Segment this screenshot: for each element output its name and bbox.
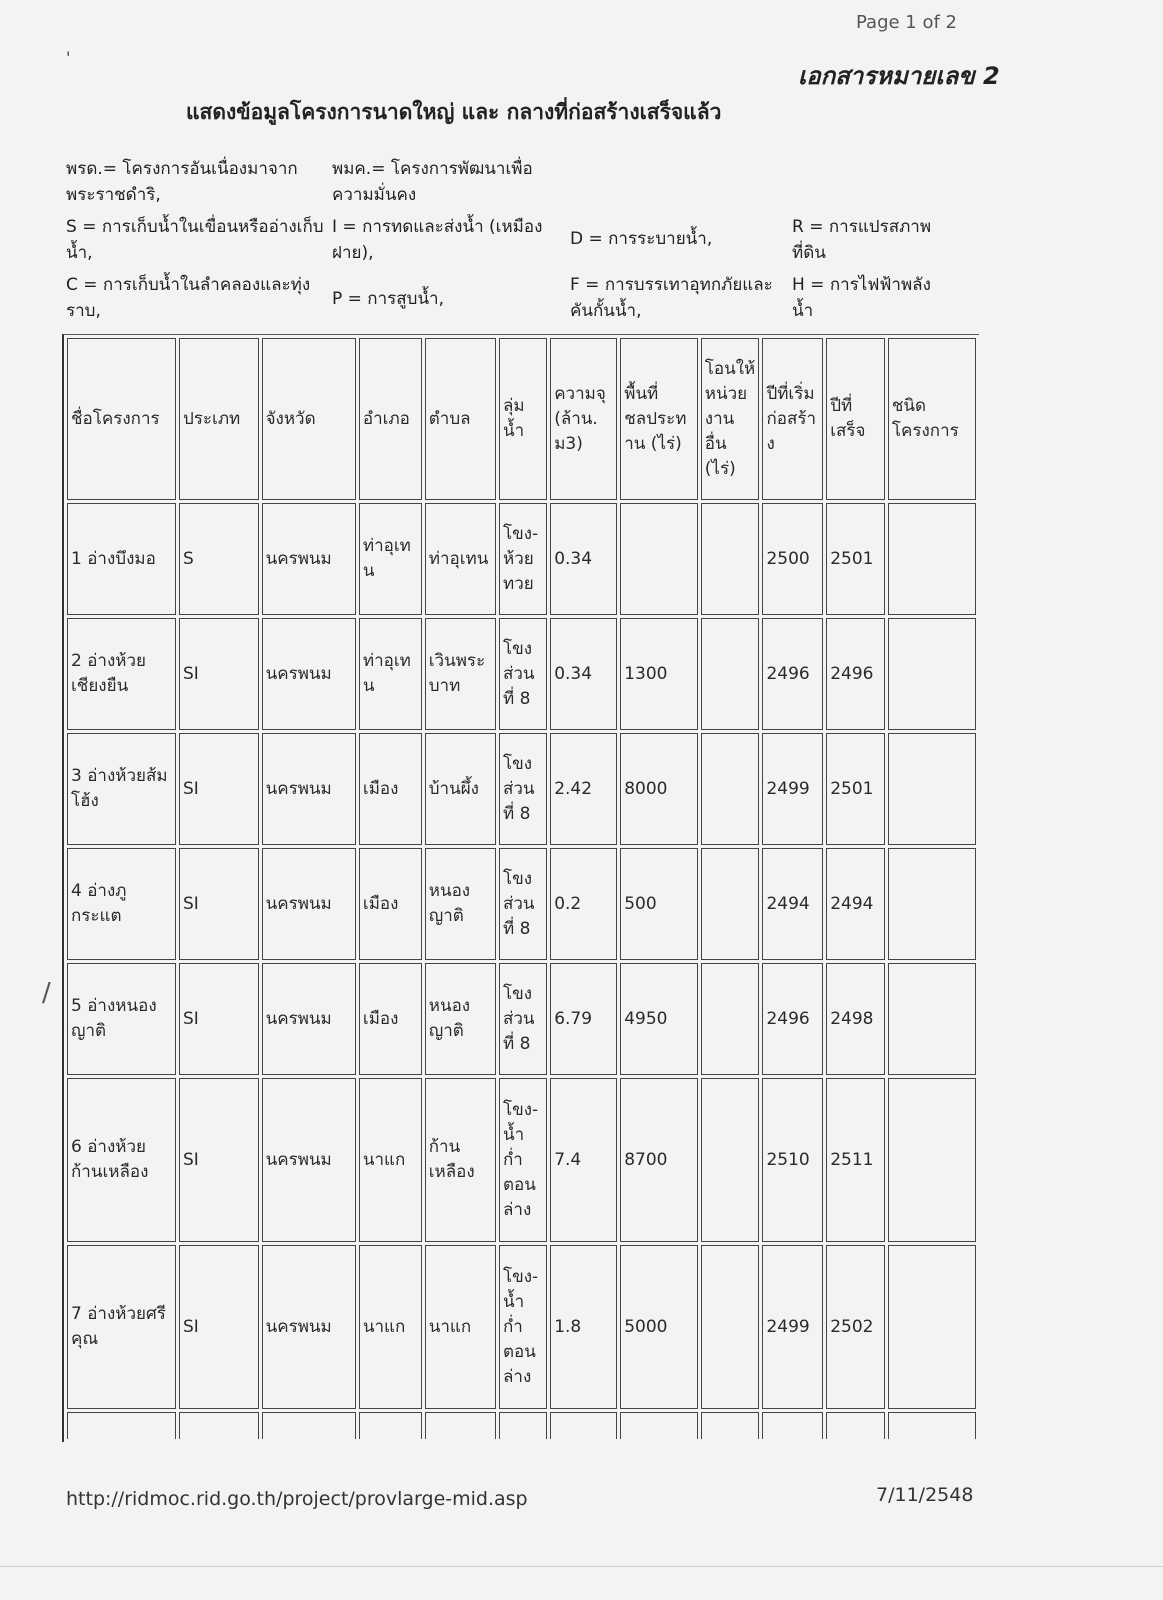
cell-transfer: [701, 1245, 760, 1409]
cell-start-year: 2500: [762, 503, 823, 615]
cell-start-year: 2496: [762, 963, 823, 1075]
cell-basin: โขงส่วนที่ 8: [499, 618, 547, 730]
cell-start-year: 2510: [762, 1078, 823, 1242]
cell-name: 7 อ่างห้วยศรีคุณ: [67, 1245, 176, 1409]
cell-district: ท่าอุเทน: [359, 618, 422, 730]
cell-capacity: 0.2: [550, 848, 617, 960]
cell-finish-year: 2501: [826, 733, 885, 845]
legend-pmk: พมค.= โครงการพัฒนาเพื่อความมั่นคง: [332, 159, 533, 205]
table-row: [67, 618, 976, 730]
cell-project-kind: [888, 503, 976, 615]
cell-name: 5 อ่างหนองญาติ: [67, 963, 176, 1075]
cell-capacity: 7.4: [550, 1078, 617, 1242]
project-table: [62, 334, 979, 1442]
cell-name: 1 อ่างบึงมอ: [67, 503, 176, 615]
margin-mark: /: [42, 978, 51, 1008]
header-type: ประเภท: [179, 338, 259, 500]
header-district: อำเภอ: [359, 338, 422, 500]
cut-cell: [888, 1412, 976, 1439]
legend-i: I = การทดและส่งน้ำ (เหมืองฝาย),: [332, 217, 543, 263]
cell-project-kind: [888, 963, 976, 1075]
cell-type: SI: [179, 848, 259, 960]
header-capacity: ความจุ (ล้าน. ม3): [550, 338, 617, 500]
header-start-year: ปีที่เริ่มก่อสร้าง: [762, 338, 823, 500]
table-row: [67, 1078, 976, 1242]
cell-irrigated: 4950: [620, 963, 698, 1075]
cell-finish-year: 2501: [826, 503, 885, 615]
cell-irrigated: 500: [620, 848, 698, 960]
cell-project-kind: [888, 1078, 976, 1242]
cell-type: SI: [179, 1078, 259, 1242]
cell-subdistrict: นาแก: [425, 1245, 496, 1409]
cell-capacity: 0.34: [550, 503, 617, 615]
cell-transfer: [701, 1078, 760, 1242]
cell-type: SI: [179, 733, 259, 845]
legend-f: F = การบรรเทาอุทกภัยและคันกั้นน้ำ,: [570, 275, 773, 321]
cell-finish-year: 2498: [826, 963, 885, 1075]
cell-type: SI: [179, 1245, 259, 1409]
cell-province: นครพนม: [262, 963, 356, 1075]
legend-prd: พรด.= โครงการอันเนื่องมาจากพระราชดำริ,: [66, 159, 298, 205]
cut-cell: [550, 1412, 617, 1439]
cell-capacity: 2.42: [550, 733, 617, 845]
cell-subdistrict: หนองญาติ: [425, 963, 496, 1075]
cell-type: SI: [179, 618, 259, 730]
cell-irrigated: 8000: [620, 733, 698, 845]
cell-basin: โขง-ห้วยทวย: [499, 503, 547, 615]
cell-province: นครพนม: [262, 503, 356, 615]
cell-capacity: 1.8: [550, 1245, 617, 1409]
legend-p: P = การสูบน้ำ,: [332, 289, 445, 309]
cut-cell: [425, 1412, 496, 1439]
legend-r: R = การแปรสภาพที่ดิน: [792, 217, 932, 263]
cell-basin: โขงส่วนที่ 8: [499, 963, 547, 1075]
header-finish-year: ปีที่เสร็จ: [826, 338, 885, 500]
cut-cell: [67, 1412, 176, 1439]
cell-start-year: 2494: [762, 848, 823, 960]
table-row: [67, 503, 976, 615]
legend-d: D = การระบายน้ำ,: [570, 229, 713, 249]
cut-cell: [262, 1412, 356, 1439]
cut-cell: [826, 1412, 885, 1439]
cell-district: นาแก: [359, 1078, 422, 1242]
cut-cell: [499, 1412, 547, 1439]
cell-district: ท่าอุเทน: [359, 503, 422, 615]
legend-c: C = การเก็บน้ำในลำคลองและทุ่งราบ,: [66, 275, 311, 321]
cell-province: นครพนม: [262, 1078, 356, 1242]
page-edge-divider: [0, 1566, 1163, 1567]
cell-subdistrict: ท่าอุเทน: [425, 503, 496, 615]
cell-finish-year: 2494: [826, 848, 885, 960]
cell-province: นครพนม: [262, 618, 356, 730]
cell-capacity: 0.34: [550, 618, 617, 730]
header-subdistrict: ตำบล: [425, 338, 496, 500]
table-row: [67, 1245, 976, 1409]
cell-district: เมือง: [359, 963, 422, 1075]
cell-finish-year: 2502: [826, 1245, 885, 1409]
cell-district: เมือง: [359, 733, 422, 845]
cut-cell: [359, 1412, 422, 1439]
cell-irrigated: [620, 503, 698, 615]
cell-name: 3 อ่างห้วยส้มโฮ้ง: [67, 733, 176, 845]
cut-cell: [179, 1412, 259, 1439]
cut-cell: [762, 1412, 823, 1439]
cell-province: นครพนม: [262, 1245, 356, 1409]
document-number: เอกสารหมายเลข 2: [798, 62, 1000, 90]
page-header: Page 1 of 2: [856, 12, 957, 33]
cell-basin: โขง-น้ำก่ำตอนล่าง: [499, 1245, 547, 1409]
footer-url: http://ridmoc.rid.go.th/project/provlarge-mid.asp: [66, 1488, 528, 1510]
cell-type: SI: [179, 963, 259, 1075]
cell-subdistrict: เวินพระบาท: [425, 618, 496, 730]
cell-name: 2 อ่างห้วยเชียงยืน: [67, 618, 176, 730]
tick-mark: ': [66, 48, 71, 67]
cell-name: 6 อ่างห้วยก้านเหลือง: [67, 1078, 176, 1242]
cell-subdistrict: หนองญาติ: [425, 848, 496, 960]
cell-type: S: [179, 503, 259, 615]
cut-cell: [701, 1412, 760, 1439]
cell-finish-year: 2511: [826, 1078, 885, 1242]
table-row-cut: [67, 1412, 976, 1439]
cut-cell: [620, 1412, 698, 1439]
cell-name: 4 อ่างภูกระแต: [67, 848, 176, 960]
header-project-kind: ชนิดโครงการ: [888, 338, 976, 500]
cell-finish-year: 2496: [826, 618, 885, 730]
cell-district: นาแก: [359, 1245, 422, 1409]
cell-basin: โขงส่วนที่ 8: [499, 848, 547, 960]
cell-subdistrict: บ้านผึ้ง: [425, 733, 496, 845]
header-transfer: โอนให้หน่วยงานอื่น (ไร่): [701, 338, 760, 500]
page-title: แสดงข้อมูลโครงการนาดใหญ่ และ กลางที่ก่อสร้างเสร็จแล้ว: [186, 100, 722, 124]
cell-basin: โขง-น้ำก่ำตอนล่าง: [499, 1078, 547, 1242]
cell-transfer: [701, 848, 760, 960]
table-row: [67, 848, 976, 960]
legend-s: S = การเก็บน้ำในเขื่อนหรืออ่างเก็บน้ำ,: [66, 217, 324, 263]
cell-project-kind: [888, 618, 976, 730]
cell-start-year: 2499: [762, 733, 823, 845]
cell-project-kind: [888, 848, 976, 960]
cell-subdistrict: ก้านเหลือง: [425, 1078, 496, 1242]
cell-transfer: [701, 503, 760, 615]
header-irrigated: พื้นที่ชลประทาน (ไร่): [620, 338, 698, 500]
cell-irrigated: 5000: [620, 1245, 698, 1409]
header-province: จังหวัด: [262, 338, 356, 500]
cell-basin: โขงส่วนที่ 8: [499, 733, 547, 845]
footer-date: 7/11/2548: [876, 1484, 974, 1506]
cell-capacity: 6.79: [550, 963, 617, 1075]
cell-transfer: [701, 733, 760, 845]
cell-transfer: [701, 618, 760, 730]
cell-irrigated: 8700: [620, 1078, 698, 1242]
cell-project-kind: [888, 733, 976, 845]
table-row: [67, 733, 976, 845]
table-header-row: [67, 338, 976, 500]
table-row: [67, 963, 976, 1075]
cell-district: เมือง: [359, 848, 422, 960]
cell-province: นครพนม: [262, 733, 356, 845]
cell-start-year: 2499: [762, 1245, 823, 1409]
cell-province: นครพนม: [262, 848, 356, 960]
cell-transfer: [701, 963, 760, 1075]
header-basin: ลุ่มน้ำ: [499, 338, 547, 500]
legend-h: H = การไฟฟ้าพลังน้ำ: [792, 275, 931, 321]
cell-start-year: 2496: [762, 618, 823, 730]
header-name: ชื่อโครงการ: [67, 338, 176, 500]
cell-irrigated: 1300: [620, 618, 698, 730]
cell-project-kind: [888, 1245, 976, 1409]
